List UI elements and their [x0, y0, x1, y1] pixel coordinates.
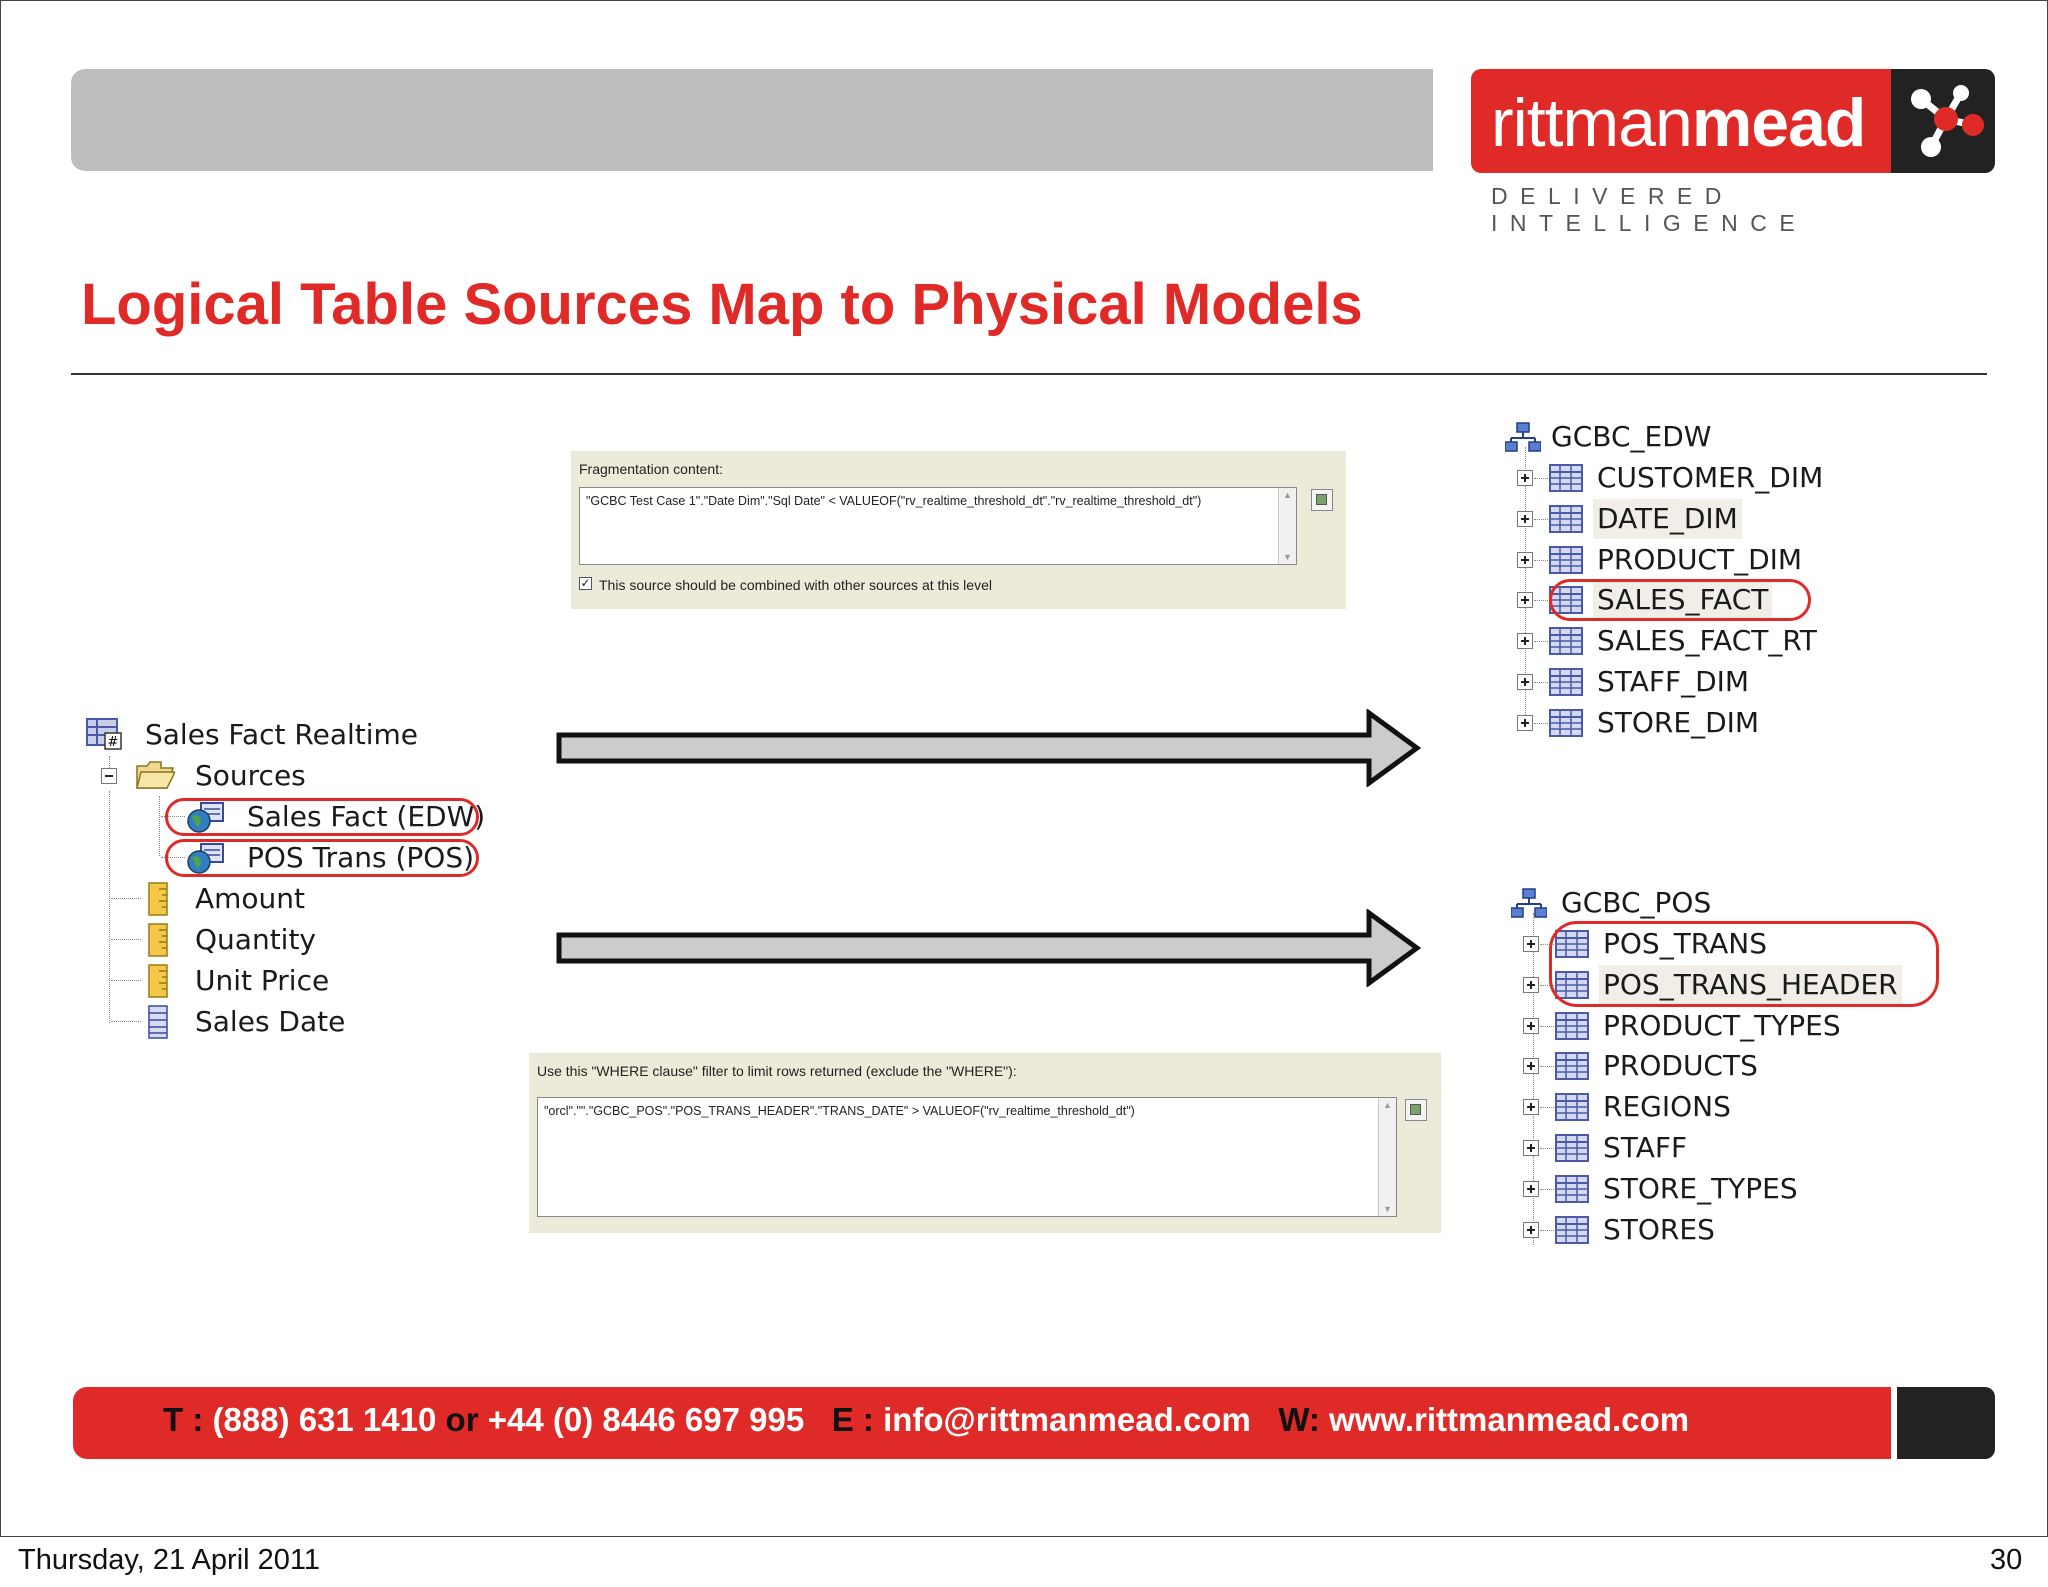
table-icon	[1549, 464, 1583, 492]
tree-node-label: Quantity	[195, 923, 316, 956]
tree-node-label: POS_TRANS_HEADER	[1599, 965, 1902, 1005]
tree-node-label: PRODUCT_TYPES	[1603, 1008, 1841, 1042]
highlight-oval	[1549, 579, 1811, 621]
expand-icon[interactable]	[1517, 592, 1533, 608]
fragmentation-content-panel	[571, 451, 1346, 609]
expand-icon[interactable]	[1523, 1140, 1539, 1156]
highlight-oval	[1549, 921, 1939, 1007]
tree-node-label: PRODUCTS	[1603, 1049, 1758, 1083]
table-icon	[1555, 1012, 1589, 1040]
tree-node-label: POS Trans (POS)	[247, 841, 475, 874]
footer-end-block	[1897, 1387, 1995, 1459]
combine-sources-label: This source should be combined with other sources at this level	[599, 577, 992, 593]
contact-info	[163, 1398, 1689, 1442]
expand-icon[interactable]	[1517, 470, 1533, 486]
database-network-icon	[1505, 423, 1533, 451]
expand-icon[interactable]	[1523, 1099, 1539, 1115]
table-icon	[1555, 1093, 1589, 1121]
expand-icon[interactable]	[1517, 674, 1533, 690]
ruler-column-icon	[147, 926, 175, 954]
mapping-arrow-right	[551, 709, 1421, 787]
logical-table-tree	[1, 1, 521, 1101]
where-clause-expression-box[interactable]	[537, 1097, 1397, 1217]
table-icon	[1549, 668, 1583, 696]
expand-icon[interactable]	[1523, 1181, 1539, 1197]
tree-node-label: STAFF	[1603, 1131, 1688, 1164]
table-icon	[1555, 1175, 1589, 1203]
expression-builder-button[interactable]	[1405, 1099, 1427, 1121]
database-network-icon	[1511, 889, 1539, 917]
tree-node-label: REGIONS	[1603, 1090, 1731, 1124]
tree-node-label: Sales Fact Realtime	[145, 718, 419, 751]
highlight-oval	[165, 839, 479, 877]
molecule-logo-icon	[1891, 69, 1995, 173]
vertical-scrollbar[interactable]	[1278, 488, 1296, 564]
table-icon	[1555, 1134, 1589, 1162]
tree-node-label: STORES	[1603, 1212, 1715, 1246]
where-clause-panel	[529, 1053, 1441, 1233]
logo-light-text: rittman	[1491, 85, 1692, 161]
mapping-arrow-right	[551, 909, 1421, 987]
ruler-column-icon	[147, 885, 175, 913]
folder-open-icon	[137, 762, 165, 790]
highlight-oval	[165, 798, 479, 836]
fragmentation-expression-box[interactable]	[579, 487, 1297, 565]
email-label: E :	[831, 1401, 874, 1438]
tree-node-label: Sources	[195, 759, 306, 792]
table-icon	[1549, 505, 1583, 533]
tree-node-label: STORE_TYPES	[1603, 1171, 1798, 1205]
expand-icon[interactable]	[1523, 936, 1539, 952]
or-text: or	[445, 1401, 479, 1438]
expand-icon[interactable]	[1523, 1018, 1539, 1034]
tree-node-label: STAFF_DIM	[1597, 665, 1750, 698]
fragmentation-expression: "GCBC Test Case 1"."Date Dim"."Sql Date" < VALUEOF("rv_realtime_threshold_dt"."rv_realtime_threshold_dt")	[586, 494, 1202, 508]
combine-sources-checkbox[interactable]: ✓	[580, 576, 591, 590]
table-icon	[1555, 1052, 1589, 1080]
tree-node-label: SALES_FACT_RT	[1597, 624, 1817, 658]
slide-title: Logical Table Sources Map to Physical Models	[81, 272, 1363, 337]
tree-node-label: POS_TRANS	[1603, 927, 1767, 960]
tree-node-label: CUSTOMER_DIM	[1597, 461, 1824, 494]
web-link[interactable]: www.rittmanmead.com	[1329, 1401, 1690, 1438]
brand-tagline: DELIVERED INTELLIGENCE	[1491, 183, 1808, 236]
tree-node-label: STORE_DIM	[1597, 705, 1760, 739]
table-icon	[1549, 546, 1583, 574]
physical-tree-edw	[1491, 413, 2011, 743]
tree-node-label: DATE_DIM	[1593, 499, 1742, 539]
phone-us: (888) 631 1410	[212, 1401, 437, 1438]
logo-bold-text: mead	[1691, 85, 1866, 161]
tree-node-label: SALES_FACT	[1593, 580, 1772, 620]
collapse-icon[interactable]	[101, 768, 117, 784]
phone-uk: +44 (0) 8446 697 995	[487, 1401, 805, 1438]
tree-node-label: Sales Date	[195, 1005, 346, 1038]
svg-text:#: #	[107, 735, 119, 750]
print-date: Thursday, 21 April 2011	[18, 1544, 320, 1576]
table-icon	[1549, 709, 1583, 737]
tree-node-label: Unit Price	[195, 964, 330, 997]
table-icon	[1549, 627, 1583, 655]
tree-node-label: Amount	[195, 882, 306, 915]
tree-node-label: GCBC_EDW	[1551, 420, 1712, 453]
tree-node-label: PRODUCT_DIM	[1597, 542, 1803, 576]
expand-icon[interactable]	[1517, 511, 1533, 527]
email-link[interactable]: info@rittmanmead.com	[883, 1401, 1251, 1438]
expand-icon[interactable]	[1523, 1222, 1539, 1238]
expand-icon[interactable]	[1523, 1058, 1539, 1074]
page-number: 30	[1990, 1544, 2023, 1576]
where-clause-caption: Use this "WHERE clause" filter to limit rows returned (exclude the "WHERE"):	[537, 1063, 1017, 1079]
expand-icon[interactable]	[1517, 552, 1533, 568]
tree-node-label: Sales Fact (EDW)	[247, 800, 486, 833]
brand-logo	[1491, 83, 1865, 163]
fragmentation-caption: Fragmentation content:	[579, 461, 723, 477]
ruler-column-icon	[147, 967, 175, 995]
expand-icon[interactable]	[1517, 715, 1533, 731]
table-icon	[1555, 1216, 1589, 1244]
phone-label: T :	[163, 1401, 204, 1438]
expression-builder-button[interactable]	[1311, 489, 1333, 511]
logical-table-icon	[87, 721, 119, 750]
tree-node-label: GCBC_POS	[1561, 886, 1712, 919]
expand-icon[interactable]	[1517, 633, 1533, 649]
web-label: W:	[1278, 1401, 1320, 1438]
list-column-icon	[147, 1008, 175, 1036]
where-clause-expression: "orcl".""."GCBC_POS"."POS_TRANS_HEADER"."TRANS_DATE" > VALUEOF("rv_realtime_threshold_dt")	[544, 1104, 1135, 1118]
vertical-scrollbar[interactable]	[1378, 1098, 1396, 1216]
expand-icon[interactable]	[1523, 977, 1539, 993]
